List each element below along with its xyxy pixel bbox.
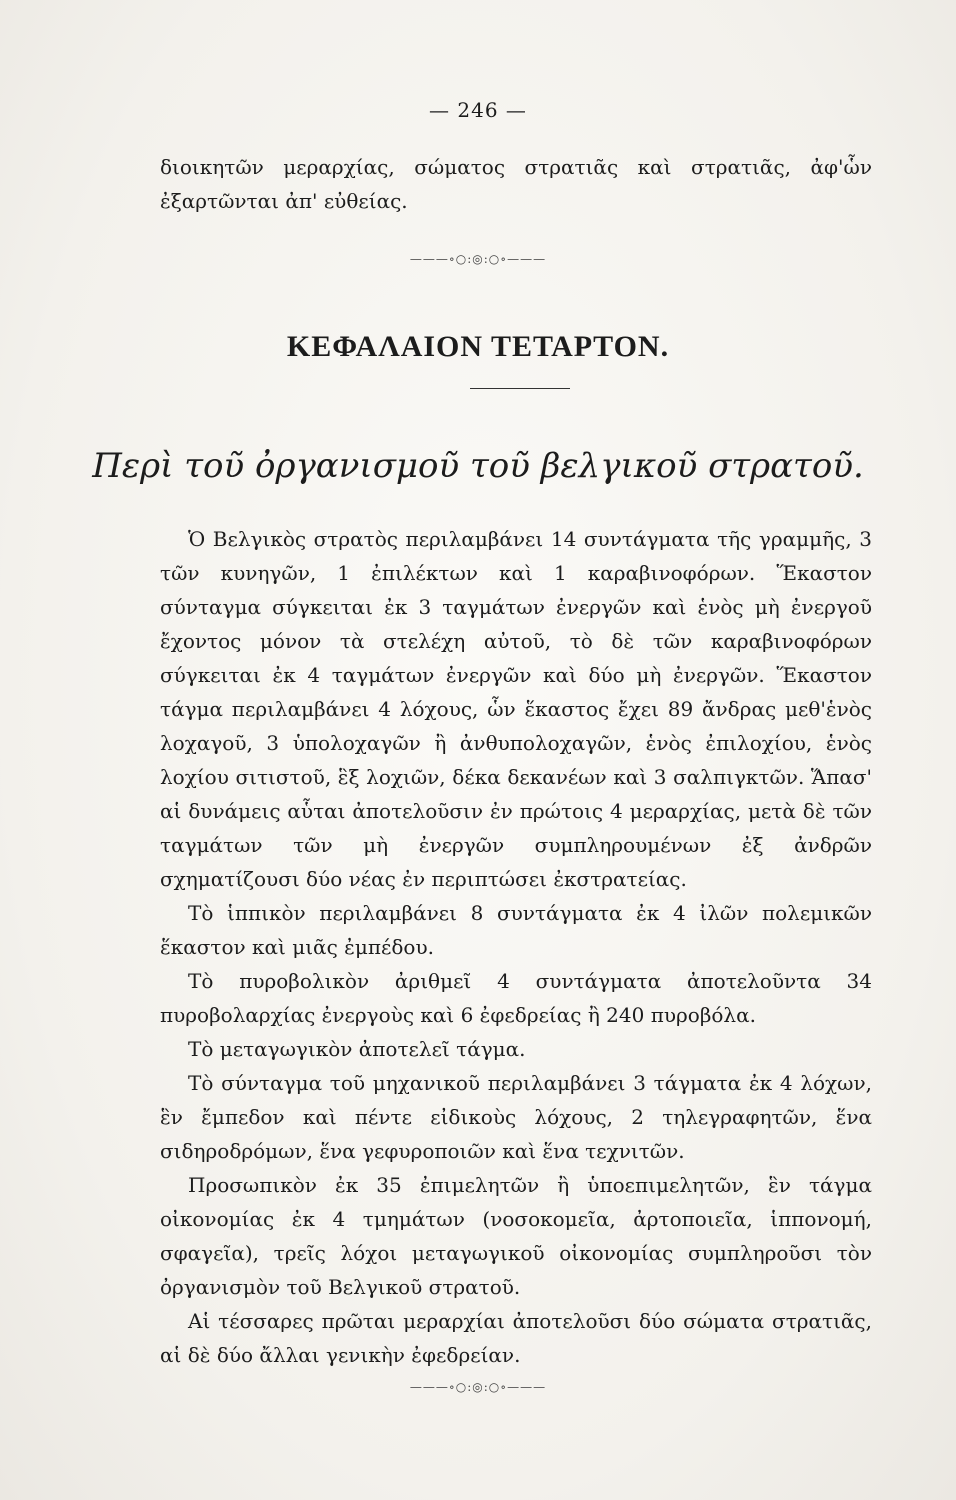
intro-paragraph: διοικητῶν μεραρχίας, σώματος στρατιᾶς καὶ στρατιᾶς, ἀφ'ὧν ἐξαρτῶνται ἀπ' εὐθείας.	[160, 155, 872, 213]
body-text	[160, 522, 872, 1372]
chapter-title: ΚΕΦΑΛΑΙΟΝ ΤΕΤΑΡΤΟΝ.	[286, 330, 670, 363]
ornament-divider: ———∘○:◎:○∘———	[409, 252, 547, 266]
paragraph-engineers: Τὸ σύνταγμα τοῦ μηχανικοῦ περιλαμβάνει 3 τάγματα ἐκ 4 λόχων, ἓν ἔμπεδον καὶ πέντε εἰδικοὺς λόχους, 2 τηλεγραφητῶν, ἕνα σιδηροδρόμων, ἕνα γεφυροποιῶν καὶ ἕνα τεχνιτῶν.	[160, 1071, 872, 1163]
section-title: Περὶ τοῦ ὀργανισμοῦ τοῦ βελγικοῦ στρατοῦ.	[92, 446, 864, 486]
intro-text-block	[160, 150, 872, 218]
paragraph-personnel: Προσωπικὸν ἐκ 35 ἐπιμελητῶν ἢ ὑποεπιμελητῶν, ἓν τάγμα οἰκονομίας ἐκ 4 τμημάτων (νοσοκομεῖα, ἀρτοποιεῖα, ἱππονομή, σφαγεῖα), τρεῖς λόχοι μεταγωγικοῦ οἰκονομίας συμπληροῦσι τὸν ὀργανισμὸν τοῦ Βελγικοῦ στρατοῦ.	[160, 1173, 872, 1299]
paragraph-transport: Τὸ μεταγωγικὸν ἀποτελεῖ τάγμα.	[188, 1037, 526, 1061]
paragraph-infantry: Ὁ Βελγικὸς στρατὸς περιλαμβάνει 14 συντάγματα τῆς γραμμῆς, 3 τῶν κυνηγῶν, 1 ἐπιλέκτων καὶ 1 καραβινοφόρων. Ἕκαστον σύνταγμα σύγκειται ἐκ 3 ταγμάτων ἐνεργῶν καὶ ἑνὸς μὴ ἐνεργοῦ ἔχοντος μόνον τὰ στελέχη αὐτοῦ, τὸ δὲ τῶν καραβινοφόρων σύγκειται ἐκ 4 ταγμάτων ἐνεργῶν καὶ δύο μὴ ἐνεργῶν. Ἕκαστον τάγμα περιλαμβάνει 4 λόχους, ὧν ἕκαστος ἔχει 89 ἄνδρας μεθ'ἑνὸς λοχαγοῦ, 3 ὑπολοχαγῶν ἢ ἀνθυπολοχαγῶν, ἑνὸς ἐπιλοχίου, ἑνὸς λοχίου σιτιστοῦ, ἓξ λοχιῶν, δέκα δεκανέων καὶ 3 σαλπιγκτῶν. Ἅπασ' αἱ δυνάμεις αὗται ἀποτελοῦσιν ἐν πρώτοις 4 μεραρχίας, μετὰ δὲ τῶν ταγμάτων τῶν μὴ ἐνεργῶν συμπληρουμένων ἐξ ἀνδρῶν σχηματίζουσι δύο νέας ἐν περιπτώσει ἐκστρατείας.	[160, 527, 872, 891]
title-rule	[470, 388, 570, 389]
paragraph-artillery: Τὸ πυροβολικὸν ἀριθμεῖ 4 συντάγματα ἀποτελοῦντα 34 πυροβολαρχίας ἐνεργοὺς καὶ 6 ἐφεδρείας ἢ 240 πυροβόλα.	[160, 969, 872, 1027]
paragraph-cavalry: Τὸ ἱππικὸν περιλαμβάνει 8 συντάγματα ἐκ 4 ἰλῶν πολεμικῶν ἕκαστον καὶ μιᾶς ἐμπέδου.	[160, 901, 872, 959]
ornament-divider-bottom: ———∘○:◎:○∘———	[409, 1380, 547, 1394]
paragraph-divisions: Αἱ τέσσαρες πρῶται μεραρχίαι ἀποτελοῦσι δύο σώματα στρατιᾶς, αἱ δὲ δύο ἄλλαι γενικὴν ἐφεδρείαν.	[160, 1309, 872, 1367]
page-number: — 246 —	[429, 98, 527, 122]
